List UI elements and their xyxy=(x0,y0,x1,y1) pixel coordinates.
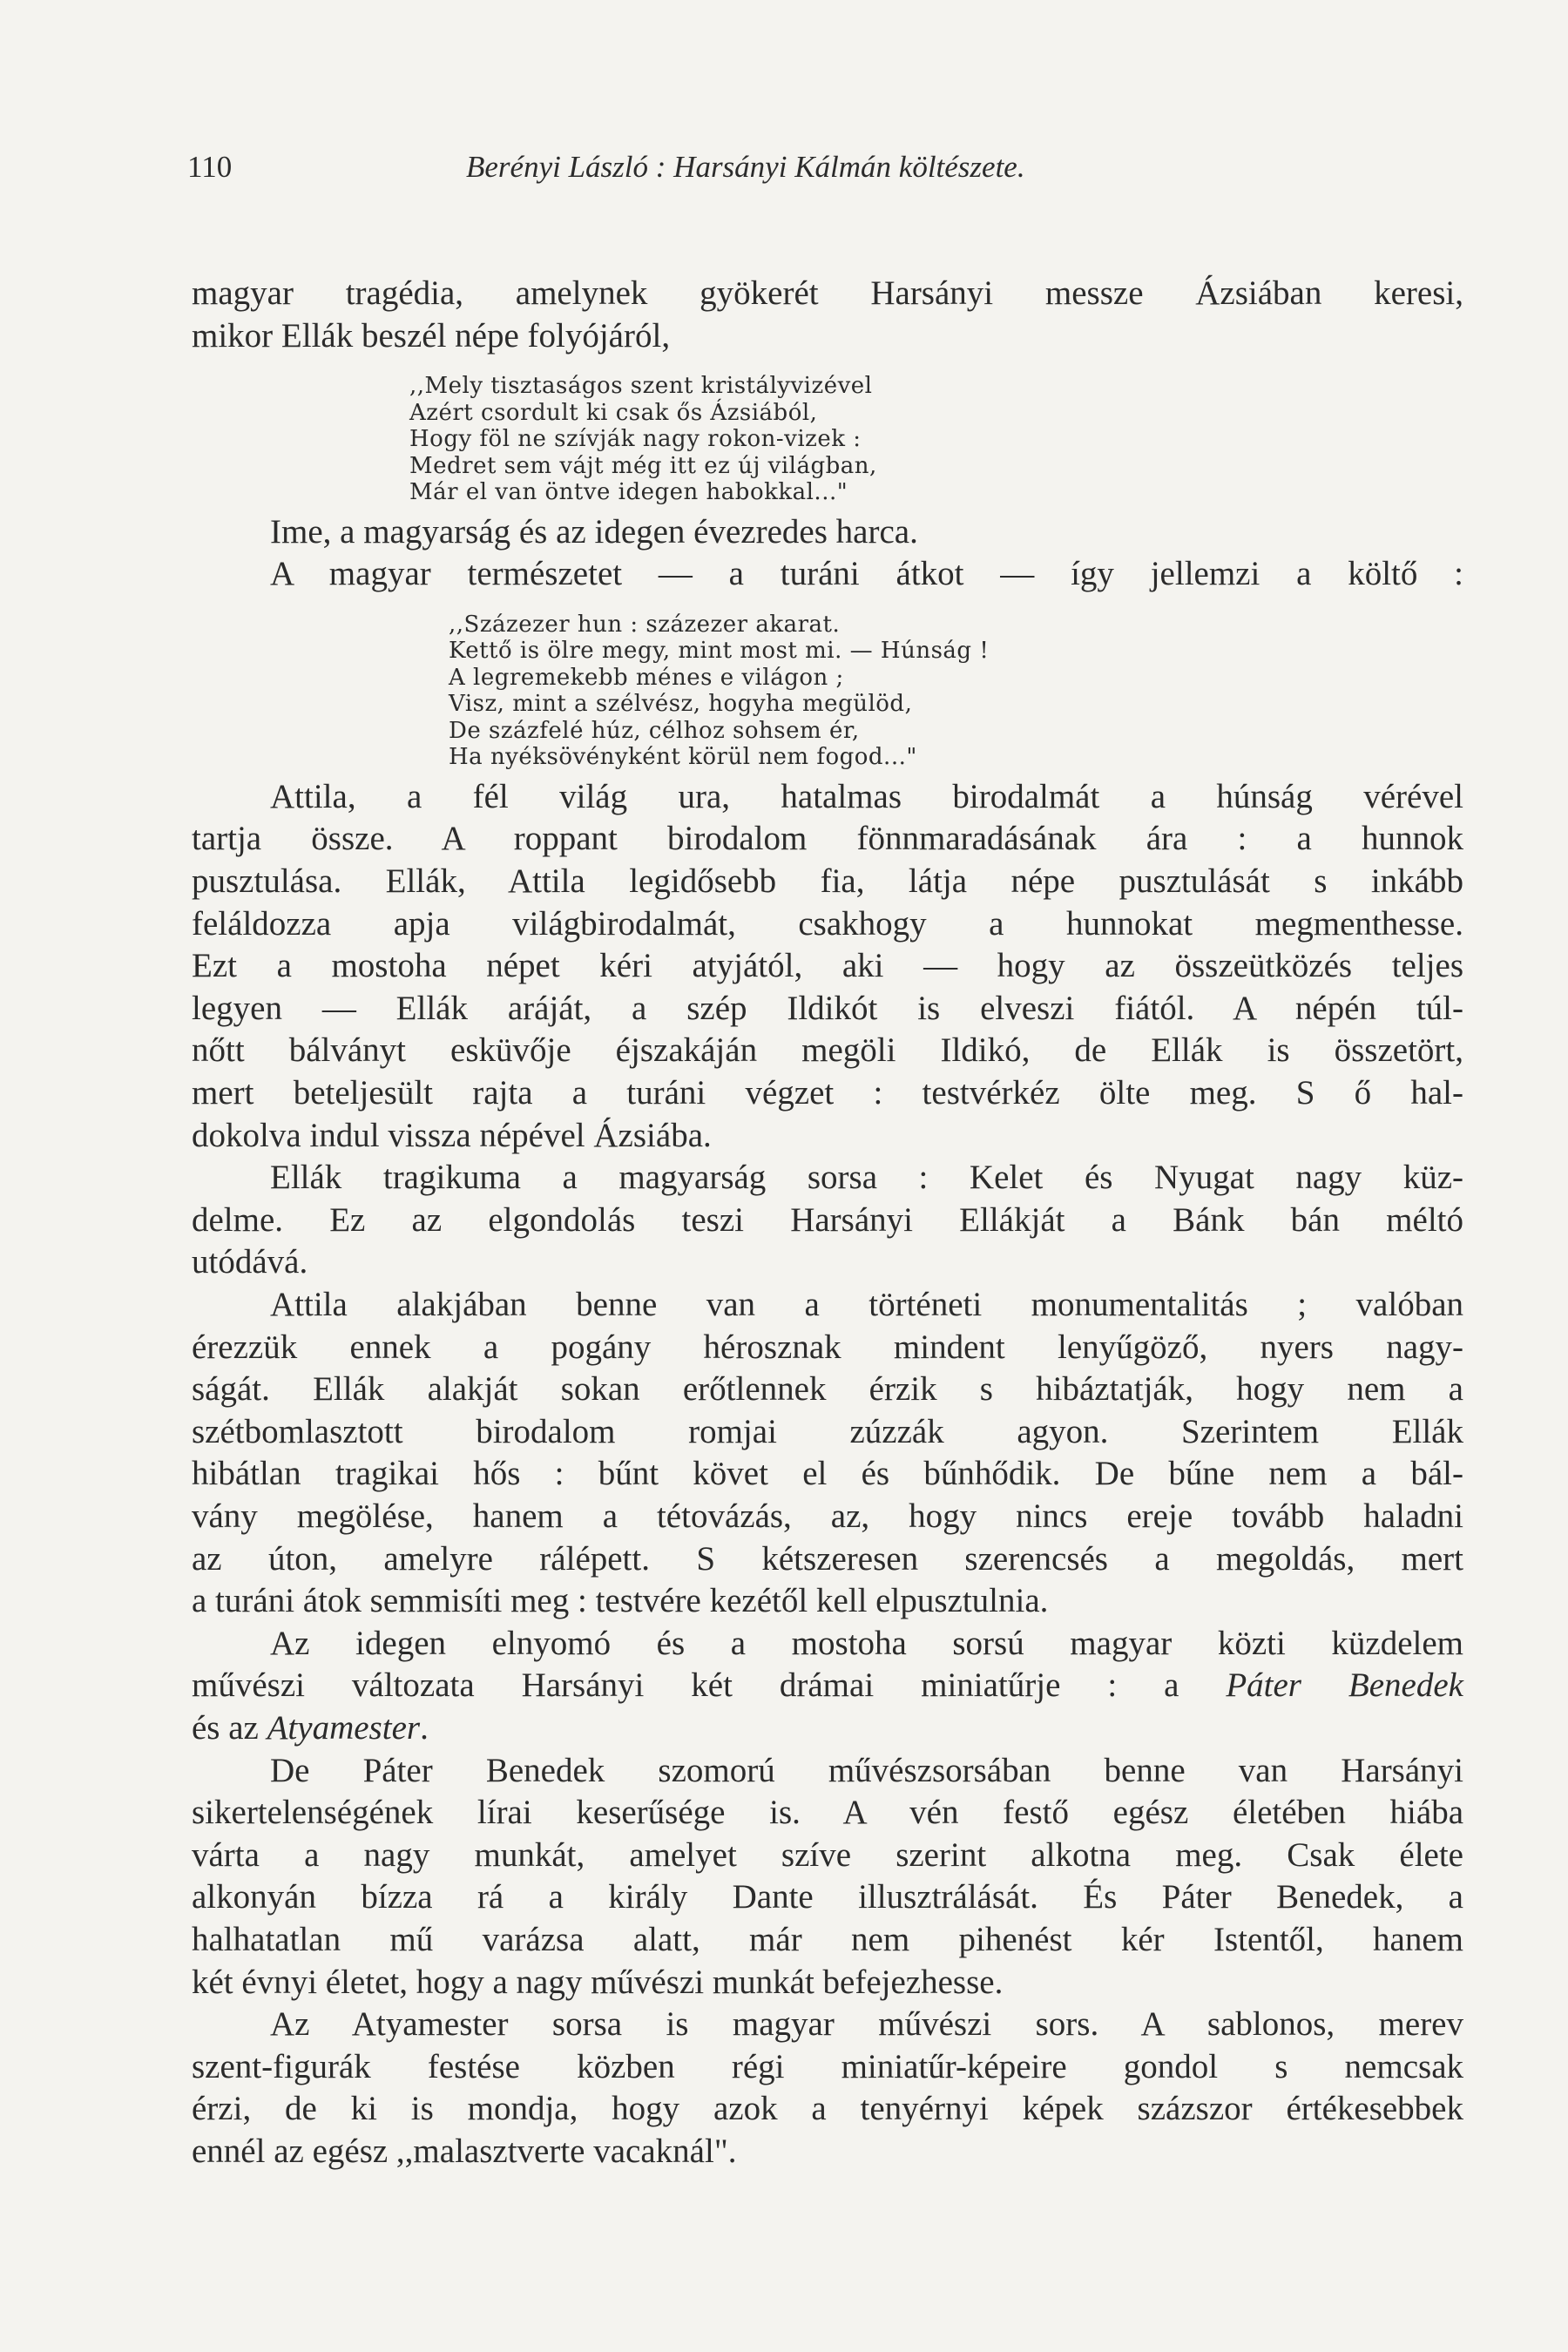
text-line: mert beteljesült rajta a turáni végzet : testvérkéz ölte meg. S ő hal- xyxy=(192,1074,1463,1112)
text-line: magyar tragédia, amelynek gyökerét Harsányi messze Ázsiában keresi, xyxy=(192,274,1463,312)
text-line: Ezt a mostoha népet kéri atyjától, aki — hogy az összeütközés teljes xyxy=(192,947,1463,985)
text-line xyxy=(192,1707,1463,1750)
text-line: ságát. Ellák alakját sokan erőtlennek érzik s hibáztatják, hogy nem a xyxy=(192,1370,1463,1409)
text-line: két évnyi életet, hogy a nagy művészi munkát befejezhesse. xyxy=(192,1963,1004,2001)
text-line: érzi, de ki is mondja, hogy azok a tenyérnyi képek százszor értékesebbek xyxy=(192,2090,1463,2128)
text-line: feláldozza apja világbirodalmát, csakhogy a hunnokat megmenthesse. xyxy=(192,904,1463,943)
verse-line: Kettő is ölre megy, mint most mi. — Húnság ! xyxy=(449,638,990,665)
text-line: nőtt bálványt esküvője éjszakáján megöli Ildikó, de Ellák is összetört, xyxy=(192,1031,1463,1070)
text-line xyxy=(192,1665,1463,1707)
text-line: sikertelenségének lírai keserűsége is. A vén festő egész életében hiába xyxy=(192,1794,1463,1832)
work-title-pater-benedek: Páter Benedek xyxy=(1226,1666,1463,1705)
text-line: De Páter Benedek szomorú művészsorsában benne van Harsányi xyxy=(270,1751,1463,1789)
text-line: A magyar természetet — a turáni átkot — így jellemzi a költő : xyxy=(270,555,1463,593)
text-line: várta a nagy munkát, amelyet szíve szerint alkotna meg. Csak élete xyxy=(192,1835,1463,1874)
text-segment: és az xyxy=(192,1708,267,1747)
text-line: mikor Ellák beszél népe folyójáról, xyxy=(192,316,671,355)
text-line: legyen — Ellák aráját, a szép Ildikót is elveszi fiától. A népén túl- xyxy=(192,989,1463,1027)
paragraph-attila xyxy=(192,776,1463,1157)
verse-line: Már el van öntve idegen habokkal..." xyxy=(409,479,848,506)
paragraph-atyamester xyxy=(192,2004,1463,2173)
page-header xyxy=(187,150,1468,193)
text-line: utódává. xyxy=(192,1243,308,1281)
middle-paragraph xyxy=(192,511,1463,596)
text-segment: . xyxy=(420,1708,429,1747)
text-line: Ellák tragikuma a magyarság sorsa : Kelet és Nyugat nagy küz- xyxy=(270,1159,1463,1197)
running-head: Berényi László : Harsányi Kálmán költészete. xyxy=(466,150,1025,184)
verse-quote-1 xyxy=(192,373,1463,506)
text-line: ennél az egész ,,malasztverte vacaknál". xyxy=(192,2132,737,2170)
verse-line: Azért csordult ki csak ős Ázsiából, xyxy=(409,399,818,426)
text-line: halhatatlan mű varázsa alatt, már nem pihenést kér Istentől, hanem xyxy=(192,1920,1463,1958)
text-line: szent-figurák festése közben régi miniatűr-képeire gondol s nemcsak xyxy=(192,2047,1463,2085)
verse-line: ,,Százezer hun : százezer akarat. xyxy=(449,611,841,638)
text-line: hibátlan tragikai hős : bűnt követ el és bűnhődik. De bűne nem a bál- xyxy=(192,1455,1463,1493)
text-line: Attila alakjában benne van a történeti monumentalitás ; valóban xyxy=(270,1286,1463,1323)
paragraph-idegen xyxy=(192,1623,1463,1750)
verse-line: Visz, mint a szélvész, hogyha megülöd, xyxy=(449,691,913,718)
text-line: tartja össze. A roppant birodalom fönnmaradásának ára : a hunnok xyxy=(192,820,1463,858)
verse-line: ,,Mely tisztaságos szent kristályvizével xyxy=(409,373,873,400)
paragraph-pater xyxy=(192,1750,1463,2004)
text-line: pusztulása. Ellák, Attila legidősebb fia, látja népe pusztulását s inkább xyxy=(192,862,1463,901)
paragraph-alak xyxy=(192,1284,1463,1623)
text-line: vány megölése, hanem a tétovázás, az, hogy nincs ereje tovább haladni xyxy=(192,1497,1463,1535)
text-line: a turáni átok semmisíti meg : testvére kezétől kell elpusztulnia. xyxy=(192,1582,1049,1620)
verse-line: A legremekebb ménes e világon ; xyxy=(449,664,844,691)
verse-line: Medret sem vájt még itt ez új világban, xyxy=(409,452,877,479)
verse-quote-2 xyxy=(192,612,1463,771)
text-line: Attila, a fél világ ura, hatalmas birodalmát a húnság vérével xyxy=(270,777,1463,815)
text-line: szétbomlasztott birodalom romjai zúzzák agyon. Szerintem Ellák xyxy=(192,1412,1463,1450)
text-segment: művészi változata Harsányi két drámai miniatűrje : a xyxy=(192,1666,1227,1705)
text-line: az úton, amelyre rálépett. S kétszeresen szerencsés a megoldás, mert xyxy=(192,1539,1463,1578)
text-line: Az idegen elnyomó és a mostoha sorsú magyar közti küzdelem xyxy=(270,1624,1463,1662)
intro-paragraph xyxy=(192,273,1463,357)
paragraph-tragikum xyxy=(192,1157,1463,1284)
text-line: dokolva indul vissza népével Ázsiába. xyxy=(192,1116,712,1154)
verse-line: De százfelé húz, célhoz sohsem ér, xyxy=(449,717,860,744)
work-title-atyamester: Atyamester xyxy=(267,1708,421,1747)
text-line: delme. Ez az elgondolás teszi Harsányi Ellákját a Bánk bán méltó xyxy=(192,1200,1463,1239)
page-number: 110 xyxy=(187,150,233,184)
verse-line: Hogy föl ne szívják nagy rokon-vizek : xyxy=(409,426,862,453)
body-text xyxy=(192,273,1463,2173)
text-line: érezzük ennek a pogány hérosznak mindent lenyűgöző, nyers nagy- xyxy=(192,1328,1463,1366)
text-line: Ime, a magyarság és az idegen évezredes harca. xyxy=(270,512,918,551)
text-line: alkonyán bízza rá a király Dante illusztrálását. És Páter Benedek, a xyxy=(192,1878,1463,1916)
text-line: Az Atyamester sorsa is magyar művészi sors. A sablonos, merev xyxy=(270,2005,1463,2044)
verse-line: Ha nyéksövényként körül nem fogod..." xyxy=(449,744,917,771)
